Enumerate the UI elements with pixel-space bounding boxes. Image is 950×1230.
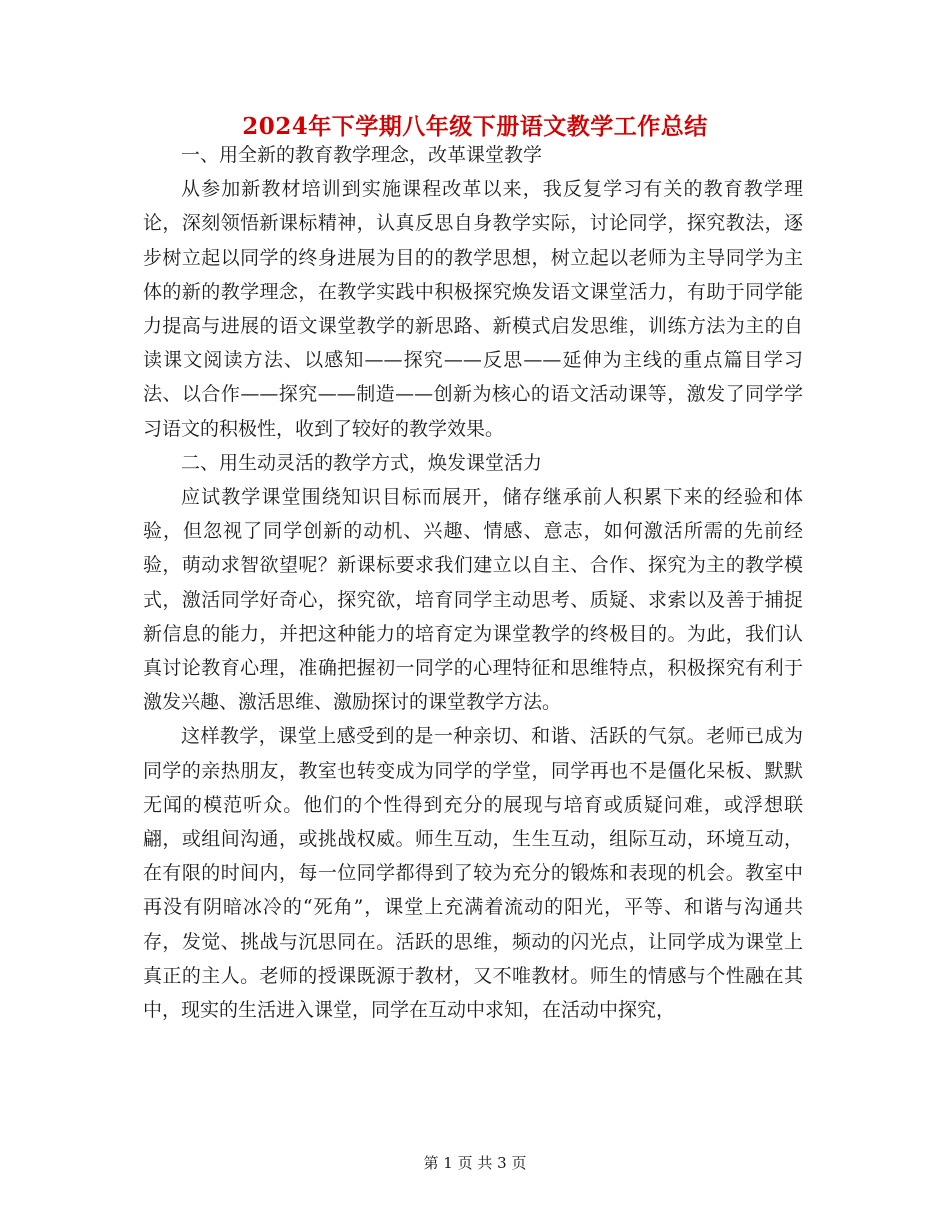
body-paragraph: 从参加新教材培训到实施课程改革以来，我反复学习有关的教育教学理论，深刻领悟新课标精神，认真反思自身教学实际，讨论同学，探究教法，逐步树立起以同学的终身进展为目的的教学思想，树立起以老师为主导同学为主体的新的教学理念，在教学实践中积极探究焕发语文课堂活力，有助于同学能力提高与进展的语文课堂教学的新思路、新模式启发思维，训练方法为主的自读课文阅读方法、以感知——探究——反思——延伸为主线的重点篇目学习法、以合作——探究——制造——创新为核心的语文活动课等，激发了同学学习语文的积极性，收到了较好的教学效果。 xyxy=(143,178,803,440)
body-paragraph: 这样教学，课堂上感受到的是一种亲切、和谐、活跃的气氛。老师已成为同学的亲热朋友，教室也转变成为同学的学堂，同学再也不是僵化呆板、默默无闻的模范听众。他们的个性得到充分的展现与培育或质疑问难，或浮想联翩，或组间沟通，或挑战权威。师生互动，生生互动，组际互动，环境互动，在有限的时间内，每一位同学都得到了较为充分的锻炼和表现的机会。教室中再没有阴暗冰冷的“死角”，课堂上充满着流动的阳光，平等、和谐与沟通共存，发觉、挑战与沉思同在。活跃的思维，频动的闪光点，让同学成为课堂上真正的主人。老师的授课既源于教材，又不唯教材。师生的情感与个性融在其中，现实的生活进入课堂，同学在互动中求知，在活动中探究， xyxy=(143,725,803,1022)
section-heading-1: 一、用全新的教育教学理念，改革课堂教学 xyxy=(181,144,543,166)
document-body xyxy=(143,138,803,1027)
page-number-footer: 第 1 页 共 3 页 xyxy=(423,1154,527,1172)
body-paragraph: 应试教学课堂围绕知识目标而展开，储存继承前人积累下来的经验和体验，但忽视了同学创新的动机、兴趣、情感、意志，如何激活所需的先前经验，萌动求智欲望呢？新课标要求我们建立以自主、合作、探究为主的教学模式，激活同学好奇心，探究欲，培育同学主动思考、质疑、求索以及善于捕捉新信息的能力，并把这种能力的培育定为课堂教学的终极目的。为此，我们认真讨论教育心理，准确把握初一同学的心理特征和思维特点，积极探究有利于激发兴趣、激活思维、激励探讨的课堂教学方法。 xyxy=(143,486,803,714)
section-heading-2: 二、用生动灵活的教学方式，焕发课堂活力 xyxy=(181,451,543,474)
page-title: 2024年下学期八年级下册语文教学工作总结 xyxy=(242,113,708,140)
